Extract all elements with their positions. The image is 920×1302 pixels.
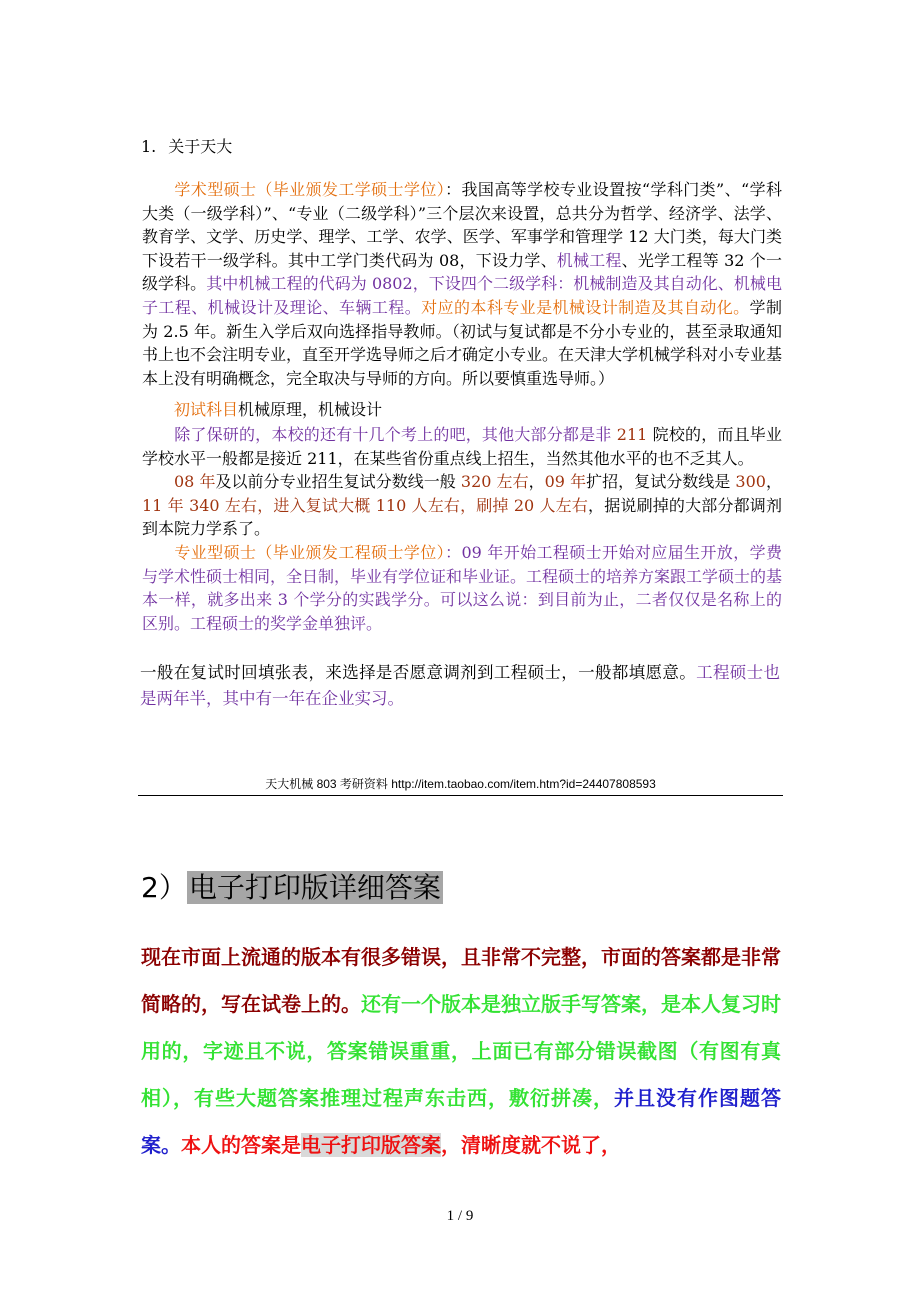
scores-text-2: 扩招，复试分数线是	[586, 472, 736, 491]
footer-divider	[138, 795, 783, 796]
applicants-text: 除了保研的，本校的还有十几个考上的吧，其他大部分都是非	[174, 425, 617, 444]
academic-master-text-2: 、光学工程等 32 个一级学科。	[142, 250, 782, 294]
transfer-paragraph	[140, 660, 780, 712]
exam-subjects-text: 机械原理，机械设计	[238, 400, 383, 419]
transfer-text-2: 工程硕士也是两年半，其中有一年在企业实习。	[140, 663, 781, 708]
academic-master-text: ：我国高等学校专业设置按“学科门类”、“学科大类（一级学科）”、“专业（二级学科）”三个层次来设置，总共分为哲学、经济学、法学、教育学、文学、历史学、理学、工学、农学、医学、军事学和管理学 12 大门类，每大门类下设若干一级学科。其中工学门类代码为 08，下设力学、	[142, 180, 782, 270]
scores-text-3: ，据说刷掉的大部分都调剂到本院力学系了。	[142, 495, 782, 539]
applicants-211: 211	[616, 425, 648, 444]
page-number: 1 / 9	[446, 1208, 474, 1224]
academic-master-paragraph	[142, 178, 782, 390]
mech-eng-term: 机械工程	[556, 250, 622, 270]
professional-master-paragraph	[142, 541, 782, 635]
scores-comma-2: ，	[765, 472, 782, 491]
section-2-heading	[141, 868, 443, 908]
scores-text-1: 及以前分专业招生复试分数线一般	[215, 472, 461, 491]
year-09: 09 年	[544, 472, 587, 491]
scores-comma: ，	[528, 472, 545, 491]
exam-subjects-term: 初试科目	[174, 400, 239, 419]
transfer-text: 一般在复试时回填张表，来选择是否愿意调剂到工程硕士，一般都填愿意。	[140, 663, 697, 682]
undergrad-major-text: 对应的本科专业是机械设计制造及其自动化。	[421, 297, 750, 317]
section-2-number: 2）	[141, 871, 187, 904]
section-1-title: 关于天大	[168, 137, 233, 156]
answers-text-1: 现在市面上流通的版本有很多错误，且非常不完整，市面的答案都是非常简略的，写在试卷上的。	[141, 945, 781, 1016]
section-1-heading	[141, 136, 232, 158]
exam-subjects-paragraph	[142, 398, 782, 422]
scores-paragraph	[142, 470, 782, 541]
section-1-number: 1.	[141, 137, 157, 156]
duration-text: 学制为 2.5 年。新生入学后双向选择指导教师。（初试与复试都是不分小专业的，甚至录取通知书上也不会注明专业，直至开学选导师之后才确定小专业。在天津大学机械学科对小专业基本上没有明确概念，完全取决与导师的方向。所以要慎重选导师。）	[142, 297, 783, 388]
applicants-paragraph	[142, 423, 782, 470]
section-2-title: 电子打印版详细答案	[188, 871, 441, 904]
score-300: 300	[735, 472, 766, 491]
professional-master-term: 专业型硕士（毕业颁发工程硕士学位）	[174, 543, 446, 562]
professional-master-text: ：09 年开始工程硕士开始对应届生开放，学费与学术性硕士相同，全日制，毕业有学位证和毕业证。工程硕士的培养方案跟工学硕士的基本一样，就多出来 3 个学分的实践学分。可以这么说：到目前为止，二者仅仅是名称上的区别。工程硕士的奖学金单独评。	[142, 543, 783, 633]
mech-eng-code-text: 其中机械工程的代码为 0802，下设四个二级学科：机械制造及其自动化、机械电子工程、机械设计及理论、车辆工程。	[142, 274, 782, 317]
answers-highlight: 电子打印版答案	[301, 1133, 441, 1157]
answers-paragraph	[141, 934, 781, 1169]
applicants-text-2: 院校的，而且毕业学校水平一般都是接近 211，在某些省份重点线上招生，当然其他水平的也不乏其人。	[142, 425, 783, 468]
answers-text-3: 并且没有作图题答案。	[141, 1086, 781, 1157]
answers-text-2: 还有一个版本是独立版手写答案，是本人复习时用的，字迹且不说，答案错误重重，上面已有部分错误截图（有图有真相），有些大题答案推理过程声东击西，敷衍拼凑，	[141, 992, 781, 1110]
page-footer: 天大机械 803 考研资料 http://item.taobao.com/item.htm?id=24407808593	[265, 777, 656, 791]
academic-master-term: 学术型硕士（毕业颁发工学硕士学位）	[174, 180, 446, 199]
answers-text-4: 本人的答案是电子打印版答案，清晰度就不说了，	[181, 1133, 621, 1157]
score-320: 320 左右	[460, 472, 529, 491]
year-11-text: 11 年 340 左右，进入复试大概 110 人左右，刷掉 20 人左右	[142, 495, 589, 515]
year-08: 08 年	[174, 472, 216, 491]
